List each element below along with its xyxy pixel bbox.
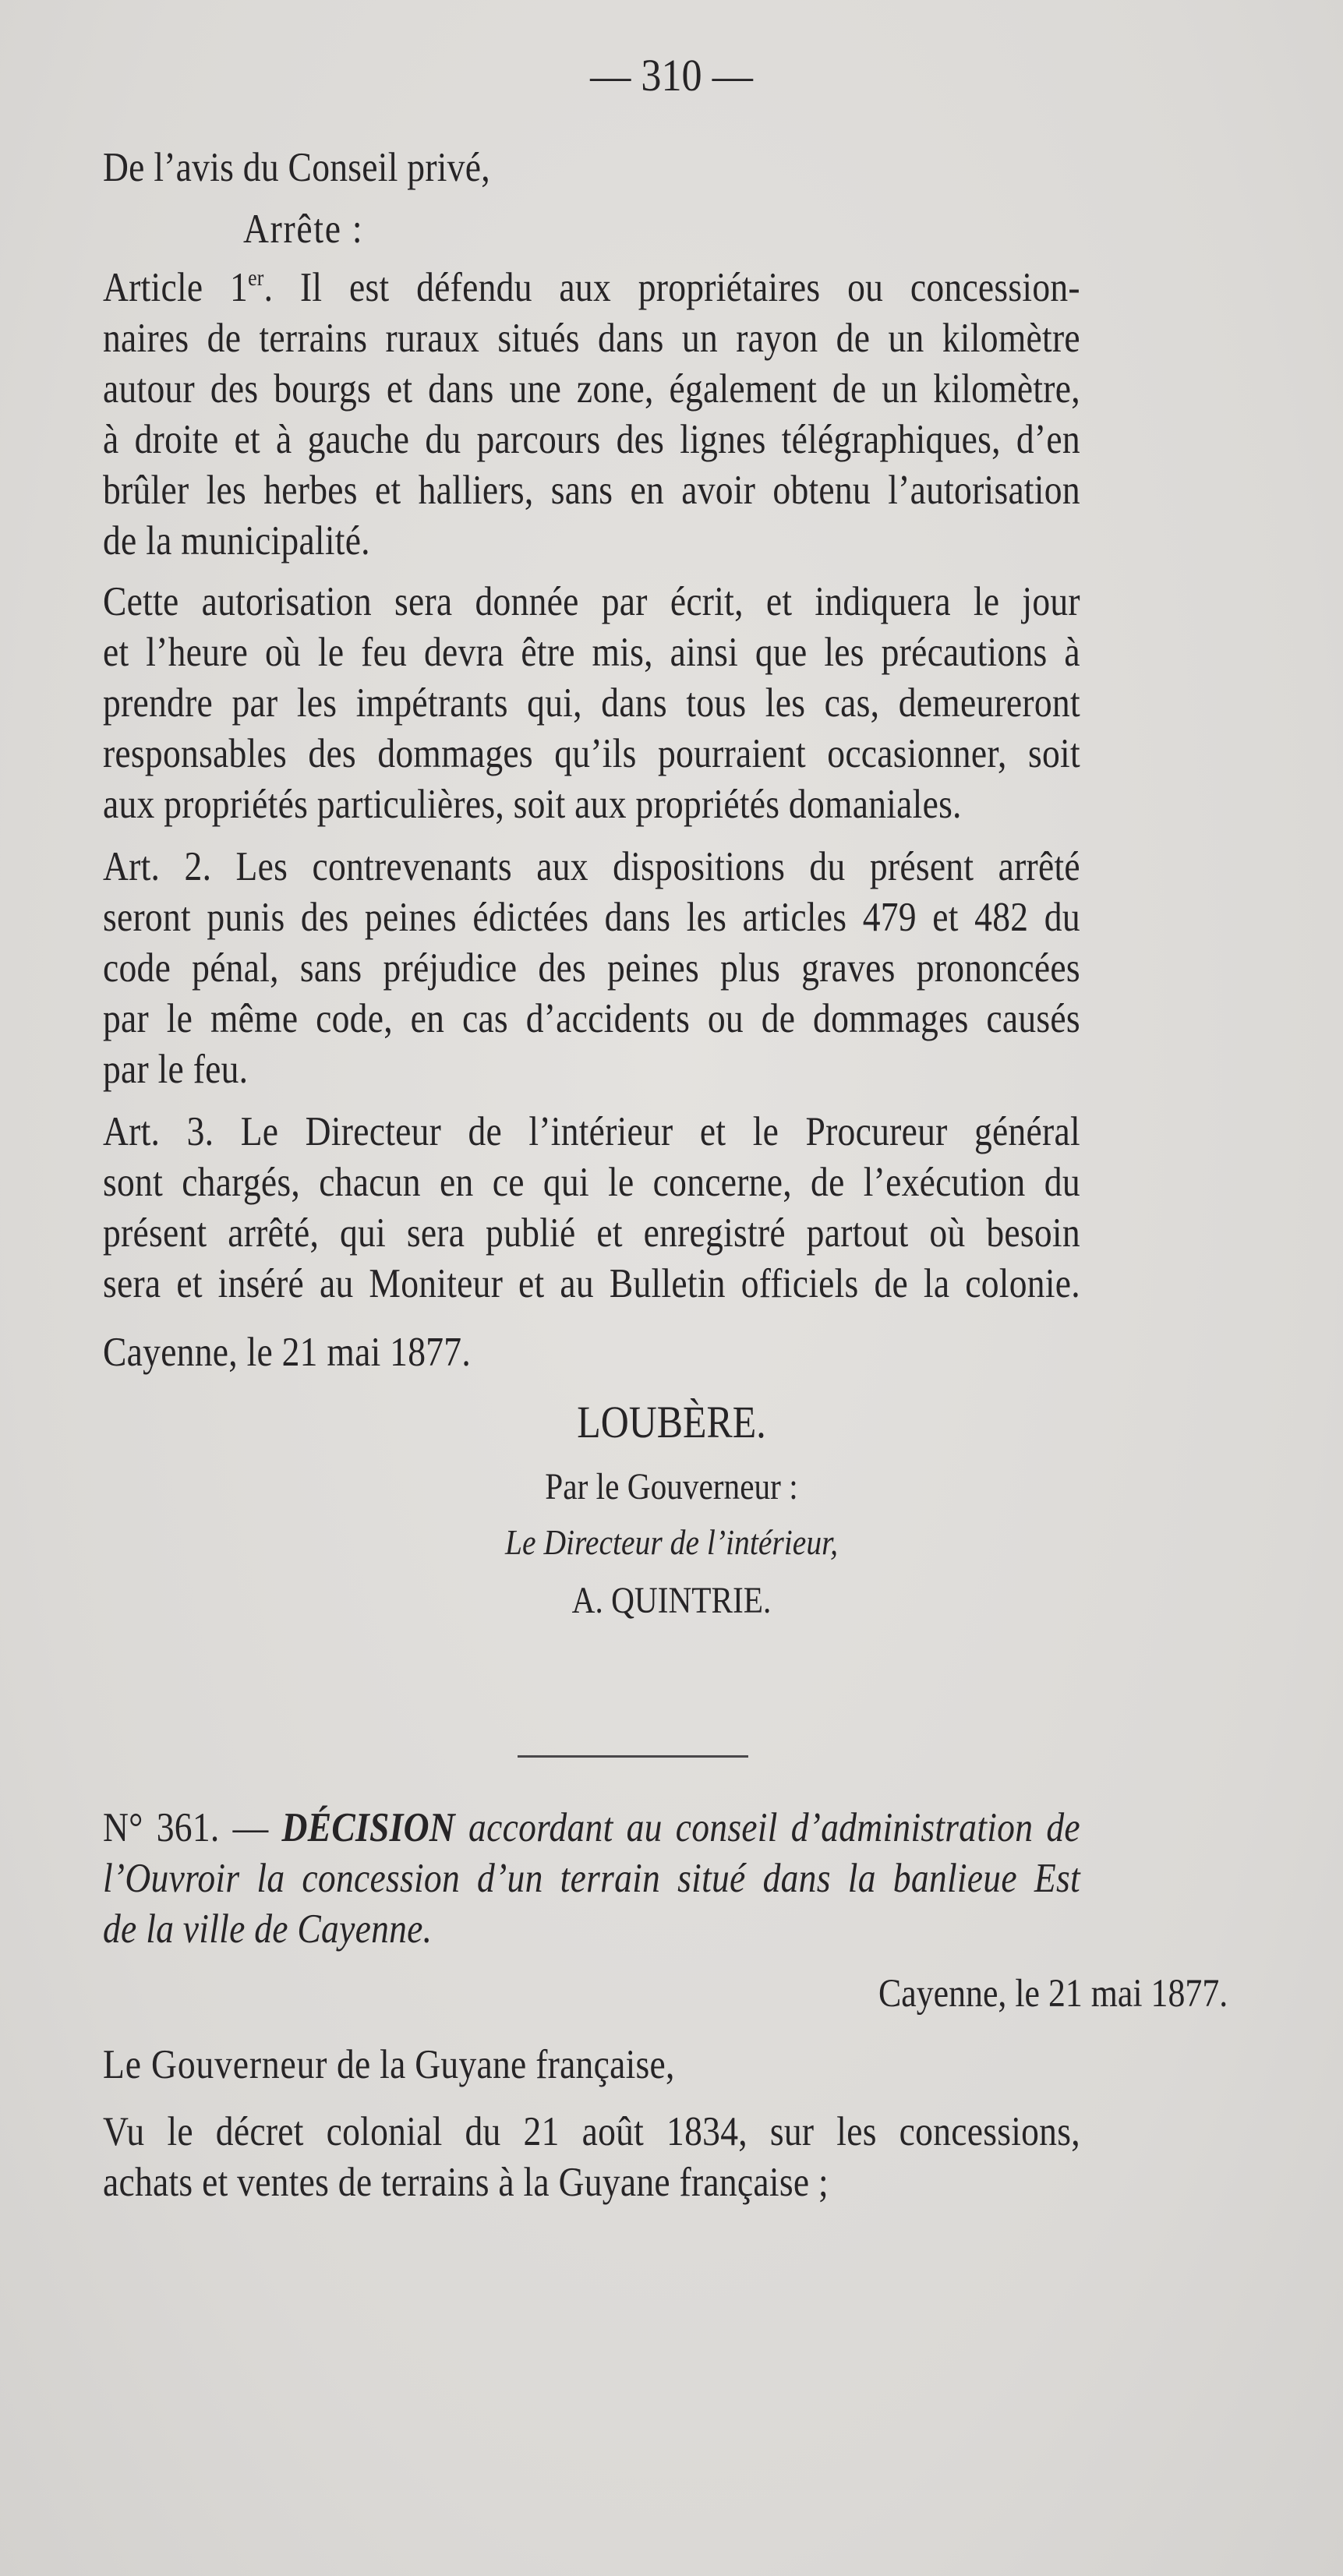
article-1-label: Article 1 <box>103 265 249 310</box>
decision-date: Cayenne, le 21 mai 1877. <box>878 1972 1228 2016</box>
decision-line-1 <box>103 1803 1080 1853</box>
vu-line-1: Vu le décret colonial du 21 août 1834, sur les concessions, <box>103 2109 1080 2154</box>
decision-number: N° 361. — <box>103 1805 269 1850</box>
para-2-line-1: Cette autorisation sera donnée par écrit, et indiquera le jour <box>103 579 1080 624</box>
decision-line-1-rest: accordant au conseil d’administration de <box>468 1805 1080 1850</box>
article-2-line-1: Art. 2. Les contrevenants aux dispositions du présent arrêté <box>103 844 1080 889</box>
article-1-line-6: de la municipalité. <box>103 518 370 564</box>
gouverneur-prefix: Le Gouverneur <box>103 2042 328 2087</box>
gouverneur-rest: de la Guyane française, <box>327 2042 675 2087</box>
article-1-line-2: naires de terrains ruraux situés dans un rayon de un kilomètre <box>103 316 1080 361</box>
par-le-gouverneur: Par le Gouverneur : <box>545 1466 798 1507</box>
gouverneur-line <box>103 2040 1080 2090</box>
section-divider <box>518 1755 748 1758</box>
para-2-line-3: prendre par les impétrants qui, dans tous les cas, demeureront <box>103 680 1080 726</box>
article-2-line-2: seront punis des peines édictées dans les articles 479 et 482 du <box>103 895 1080 940</box>
article-1-line-5: brûler les herbes et halliers, sans en avoir obtenu l’autorisation <box>103 468 1080 513</box>
para-2-line-4: responsables des dommages qu’ils pourraient occasionner, soit <box>103 731 1080 776</box>
decision-line-2-text: l’Ouvroir la concession d’un terrain situé dans la banlieue Est <box>103 1856 1080 1901</box>
article-3-line-4: sera et inséré au Moniteur et au Bulletin officiels de la colonie. <box>103 1261 1080 1306</box>
para-2-line-2: et l’heure où le feu devra être mis, ainsi que les précautions à <box>103 630 1080 675</box>
vu-line-2: achats et ventes de terrains à la Guyane française ; <box>103 2160 829 2205</box>
article-3-line-1: Art. 3. Le Directeur de l’intérieur et le Procureur général <box>103 1109 1080 1154</box>
intro-line: De l’avis du Conseil privé, <box>103 145 490 190</box>
decision-line-2 <box>103 1853 1080 1903</box>
article-3-line-3: présent arrêté, qui sera publié et enregistré partout où besoin <box>103 1210 1080 1256</box>
article-2-line-5: par le feu. <box>103 1047 249 1092</box>
decision-line-3-text: de la ville de Cayenne. <box>103 1906 433 1952</box>
article-1-line-3: autour des bourgs et dans une zone, également de un kilomètre, <box>103 366 1080 412</box>
closing-date: Cayenne, le 21 mai 1877. <box>103 1330 472 1375</box>
decision-line-3 <box>103 1904 1080 1954</box>
article-2-line-3: code pénal, sans préjudice des peines plus graves prononcées <box>103 945 1080 991</box>
article-1-line-1-rest: . Il est défendu aux propriétaires ou concession- <box>263 265 1080 310</box>
article-1-line-4: à droite et à gauche du parcours des lignes télégraphiques, d’en <box>103 417 1080 462</box>
arrete-heading: Arrête : <box>243 207 364 252</box>
countersignatory-name: A. QUINTRIE. <box>571 1580 772 1621</box>
directeur-title: Le Directeur de l’intérieur, <box>504 1522 839 1562</box>
article-2-line-4: par le même code, en cas d’accidents ou de dommages causés <box>103 996 1080 1041</box>
signatory-name: LOUBÈRE. <box>577 1397 766 1447</box>
page-number: — 310 — <box>590 50 753 101</box>
article-1-line-1 <box>103 263 1080 313</box>
para-2-line-5: aux propriétés particulières, soit aux propriétés domaniales. <box>103 782 962 827</box>
article-3-line-2: sont chargés, chacun en ce qui le concerne, de l’exécution du <box>103 1160 1080 1205</box>
article-1-sup: er <box>248 265 264 291</box>
decision-label: DÉCISION <box>281 1805 455 1850</box>
